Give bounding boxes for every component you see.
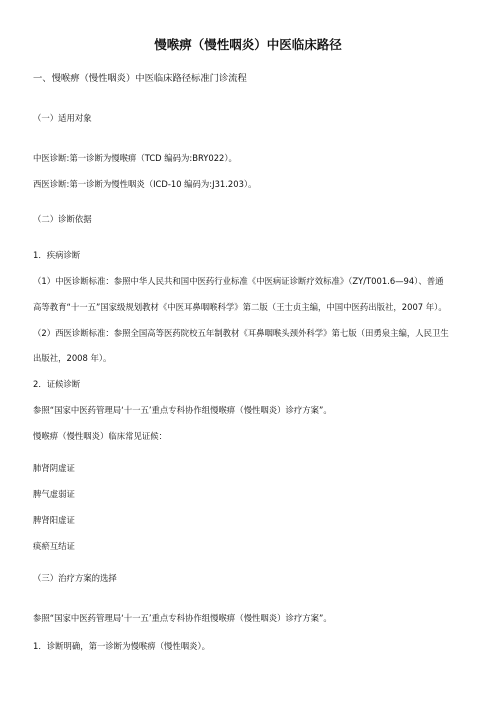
common-syndromes-heading: 慢喉痹（慢性咽炎）临床常见证候： [33, 431, 167, 441]
syndrome-item: 肺肾阴虚证 [33, 463, 75, 473]
tcm-diagnosis-line: 中医诊断:第一诊断为慢喉痹（TCD 编码为:BRY022）。 [33, 153, 237, 163]
section-heading: 一、慢喉痹（慢性咽炎）中医临床路径标准门诊流程 [33, 73, 247, 84]
document-title: 慢喉痹（慢性咽炎）中医临床路径 [154, 37, 342, 52]
syndrome-item: 脾肾阳虚证 [33, 515, 75, 525]
subsection-heading-treatment: （三）治疗方案的选择 [33, 573, 117, 583]
tcm-standard-line-2: 高等教育“十一五”国家级规划教材《中医耳鼻咽喉科学》第二版（王士贞主编，中国中医药出版社，2007 年）。 [33, 302, 447, 312]
subsection-heading-applicable: （一）适用对象 [33, 113, 92, 123]
disease-diagnosis-heading: 1．疾病诊断 [33, 250, 81, 260]
tcm-standard-line-1: （1）中医诊断标准：参照中华人民共和国中医药行业标准《中医病证诊断疗效标准》（ZY/T001.6—94）、普通 [33, 276, 444, 286]
treatment-reference: 参照“国家中医药管理局‘十一五’重点专科协作组慢喉痹（慢性咽炎）诊疗方案”。 [33, 613, 332, 623]
syndrome-item: 痰瘀互结证 [33, 541, 75, 551]
syndrome-reference: 参照“国家中医药管理局‘十一五’重点专科协作组慢喉痹（慢性咽炎）诊疗方案”。 [33, 405, 332, 415]
syndrome-item: 脾气虚弱证 [33, 489, 75, 499]
syndrome-diagnosis-heading: 2．证候诊断 [33, 379, 81, 389]
western-diagnosis-line: 西医诊断:第一诊断为慢性咽炎（ICD-10 编码为:J31.203）。 [33, 179, 257, 189]
treatment-item: 1．诊断明确，第一诊断为慢喉痹（慢性咽炎）。 [33, 641, 211, 651]
western-standard-line-2: 出版社，2008 年）。 [33, 353, 112, 363]
subsection-heading-basis: （二）诊断依据 [33, 214, 92, 224]
western-standard-line-1: （2）西医诊断标准：参照全国高等医药院校五年制教材《耳鼻咽喉头颈外科学》第七版（田勇泉主编，人民卫生 [33, 328, 449, 338]
